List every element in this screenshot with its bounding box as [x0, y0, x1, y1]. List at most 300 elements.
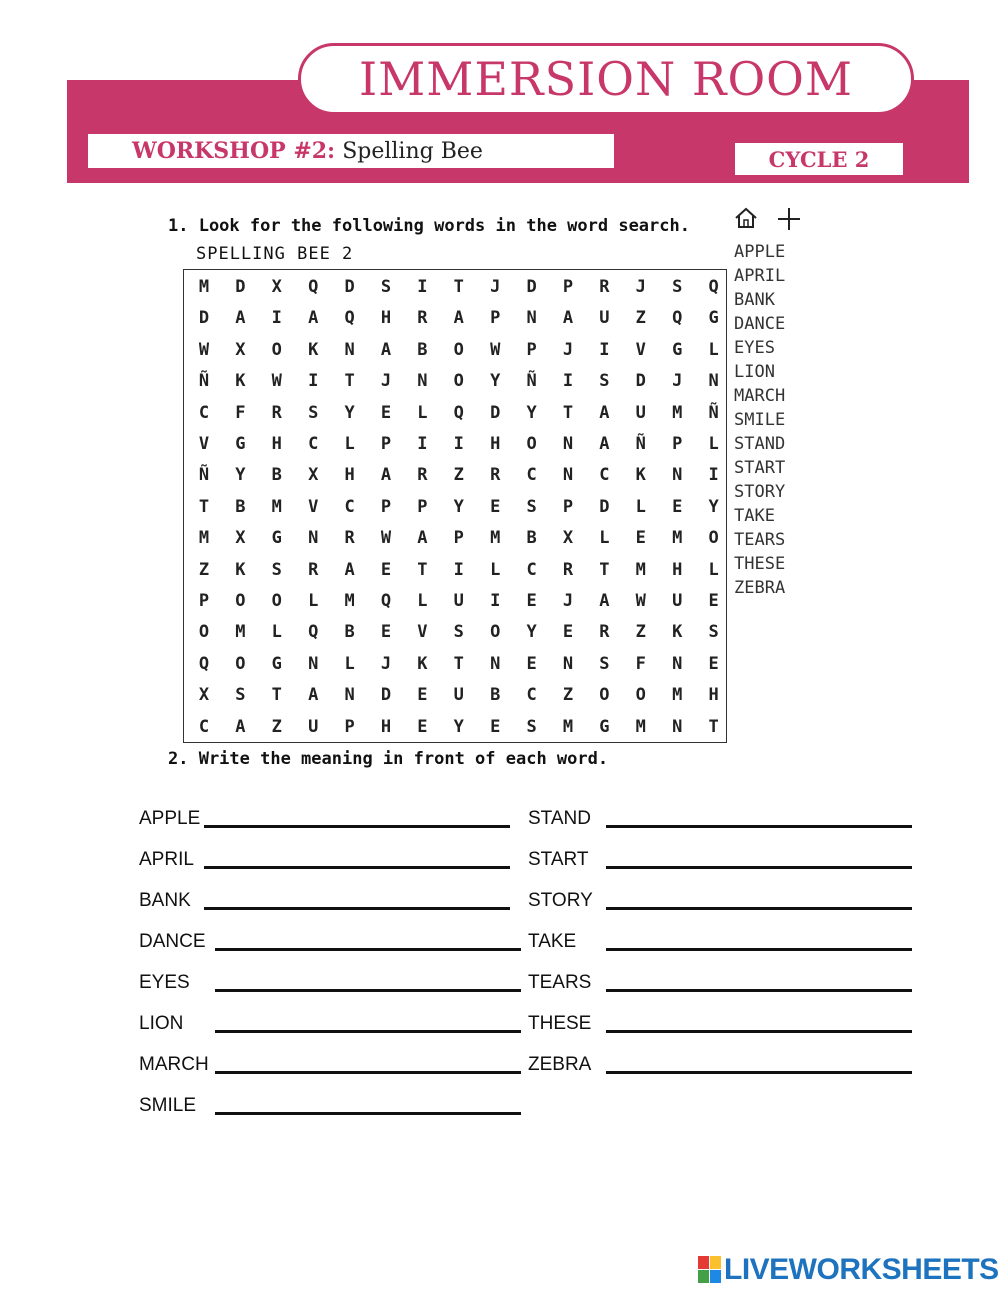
grid-cell[interactable]: C [526, 685, 537, 706]
grid-cell[interactable]: N [672, 465, 683, 486]
grid-cell[interactable]: S [526, 496, 537, 517]
workshop-title: Spelling Bee [342, 138, 483, 164]
grid-cell[interactable]: N [562, 653, 574, 674]
grid-cell[interactable]: N [526, 308, 537, 329]
grid-cell[interactable]: H [672, 559, 683, 580]
meaning-word: STAND [528, 808, 591, 829]
meaning-word: SMILE [139, 1095, 197, 1116]
grid-cell[interactable]: X [562, 528, 574, 549]
grid-cell[interactable]: A [308, 685, 319, 706]
grid-cell[interactable]: A [599, 591, 610, 611]
grid-cell[interactable]: I [599, 339, 610, 360]
grid-cell[interactable]: L [708, 434, 719, 454]
grid-cell[interactable]: M [271, 496, 282, 517]
grid-cell[interactable]: Z [271, 716, 282, 737]
grid-cell[interactable]: E [380, 622, 392, 643]
grid-row [184, 334, 726, 366]
word-list-item: APRIL [734, 266, 786, 286]
grid-cell[interactable]: E [417, 716, 428, 737]
grid-cell[interactable]: L [599, 528, 610, 549]
answer-line[interactable] [606, 948, 912, 951]
grid-cell[interactable]: B [271, 465, 282, 486]
grid-cell[interactable]: E [490, 716, 501, 737]
grid-cell[interactable]: G [708, 308, 719, 329]
grid-cell[interactable]: E [562, 622, 574, 643]
answer-line[interactable] [215, 948, 521, 951]
grid-row [184, 428, 726, 460]
grid-cell[interactable]: Ñ [198, 465, 210, 486]
grid-cell[interactable]: A [308, 308, 319, 329]
answer-line[interactable] [204, 907, 510, 910]
grid-cell[interactable]: T [198, 496, 210, 517]
grid-cell[interactable]: K [235, 371, 246, 392]
grid-cell[interactable]: U [453, 685, 464, 706]
grid-cell[interactable]: R [271, 402, 282, 423]
grid-cell[interactable]: M [635, 559, 646, 580]
grid-cell[interactable]: V [198, 434, 210, 454]
grid-cell[interactable]: T [271, 685, 282, 706]
grid-cell[interactable]: V [635, 339, 646, 360]
workshop-label: WORKSHOP #2: [132, 138, 336, 164]
grid-cell[interactable]: Z [453, 465, 464, 486]
grid-cell[interactable]: M [198, 528, 210, 549]
meaning-word: ZEBRA [528, 1054, 592, 1075]
grid-cell[interactable]: P [672, 434, 683, 454]
grid-cell[interactable]: D [490, 402, 501, 423]
grid-cell[interactable]: P [380, 434, 392, 454]
grid-cell[interactable]: T [599, 559, 610, 580]
grid-cell[interactable]: I [490, 591, 501, 611]
grid-cell[interactable]: X [198, 685, 210, 706]
grid-cell[interactable]: Ñ [198, 371, 210, 392]
grid-cell[interactable]: G [271, 528, 282, 549]
liveworksheets-logo [698, 1253, 999, 1287]
grid-cell[interactable]: N [562, 434, 574, 454]
grid-row [184, 648, 726, 680]
word-list-item: ZEBRA [734, 578, 786, 598]
grid-cell[interactable]: T [453, 653, 464, 674]
word-list-item: STAND [734, 434, 786, 454]
grid-cell[interactable]: O [490, 622, 501, 643]
grid-cell[interactable]: N [344, 339, 355, 360]
grid-cell[interactable]: N [344, 685, 355, 706]
grid-cell[interactable]: J [562, 591, 574, 611]
grid-cell[interactable]: L [344, 434, 355, 454]
grid-cell[interactable]: M [635, 716, 646, 737]
grid-cell[interactable]: J [562, 339, 574, 360]
grid-cell[interactable]: M [235, 622, 246, 643]
grid-cell[interactable]: O [271, 339, 282, 360]
grid-cell[interactable]: Y [490, 371, 501, 392]
home-icon[interactable] [736, 209, 756, 227]
grid-cell[interactable]: M [672, 685, 683, 706]
grid-cell[interactable]: H [271, 434, 282, 454]
meaning-word: DANCE [139, 931, 206, 952]
grid-cell[interactable]: R [417, 308, 428, 329]
word-list-item: LION [734, 362, 775, 382]
grid-cell[interactable]: X [235, 339, 246, 360]
puzzle-title: SPELLING BEE 2 [196, 244, 354, 264]
grid-cell[interactable]: N [308, 528, 319, 549]
grid-cell[interactable]: K [235, 559, 246, 580]
answer-line[interactable] [215, 1071, 521, 1074]
grid-cell[interactable]: E [380, 402, 392, 423]
word-list-item: TAKE [734, 506, 775, 526]
grid-cell[interactable]: C [599, 465, 610, 486]
grid-cell[interactable]: S [271, 559, 282, 580]
meaning-word: MARCH [139, 1054, 209, 1075]
grid-cell[interactable]: V [308, 496, 319, 517]
grid-cell[interactable]: W [198, 339, 210, 360]
grid-cell[interactable]: G [235, 434, 246, 454]
instruction-1: 1. Look for the following words in the word search. [168, 216, 690, 236]
grid-cell[interactable]: M [490, 528, 501, 549]
grid-cell[interactable]: K [417, 653, 428, 674]
grid-cell[interactable]: P [198, 591, 210, 611]
grid-cell[interactable]: Z [635, 622, 646, 643]
grid-cell[interactable]: Y [453, 716, 464, 737]
grid-cell[interactable]: B [344, 622, 355, 643]
grid-cell[interactable]: E [708, 653, 719, 674]
grid-cell[interactable]: Y [344, 402, 355, 423]
answer-line[interactable] [204, 825, 510, 828]
grid-cell[interactable]: P [526, 339, 537, 360]
grid-row [184, 585, 726, 617]
grid-cell[interactable]: A [417, 528, 428, 549]
grid-cell[interactable]: G [271, 653, 282, 674]
grid-cell[interactable]: J [672, 371, 683, 392]
grid-cell[interactable]: H [344, 465, 355, 486]
grid-cell[interactable]: L [271, 622, 282, 643]
answer-line[interactable] [215, 1030, 521, 1033]
word-list-item: BANK [734, 290, 775, 310]
grid-cell[interactable]: I [453, 559, 464, 580]
grid-row [184, 711, 726, 743]
grid-cell[interactable]: H [490, 434, 501, 454]
grid-cell[interactable]: S [235, 685, 246, 706]
grid-cell[interactable]: A [235, 716, 246, 737]
grid-cell[interactable]: N [417, 371, 428, 392]
grid-cell[interactable]: Ñ [708, 402, 719, 423]
word-list-item: APPLE [734, 242, 786, 262]
grid-cell[interactable]: N [672, 716, 683, 737]
grid-cell[interactable]: A [380, 339, 392, 360]
grid-cell[interactable]: F [235, 402, 246, 423]
grid-cell[interactable]: O [453, 371, 464, 392]
grid-cell[interactable]: S [672, 277, 683, 297]
grid-cell[interactable]: A [380, 465, 392, 486]
grid-row [184, 271, 726, 303]
grid-cell[interactable]: B [526, 528, 537, 549]
word-list-item: THESE [734, 554, 786, 574]
grid-row [184, 616, 726, 648]
grid-cell[interactable]: D [526, 277, 537, 297]
grid-cell[interactable]: X [235, 528, 246, 549]
grid-cell[interactable]: J [380, 371, 392, 392]
grid-cell[interactable]: L [708, 339, 719, 360]
brand-text: LIVEWORKSHEETS [724, 1253, 999, 1286]
grid-cell[interactable]: U [599, 308, 610, 329]
grid-cell[interactable]: B [490, 685, 501, 706]
grid-cell[interactable]: U [672, 591, 683, 611]
grid-cell[interactable]: Q [708, 277, 719, 297]
grid-cell[interactable]: X [308, 465, 319, 486]
grid-cell[interactable]: R [344, 528, 355, 549]
grid-cell[interactable]: I [453, 434, 464, 454]
grid-cell[interactable]: O [198, 622, 210, 643]
answer-line[interactable] [204, 866, 510, 869]
word-list-item: TEARS [734, 530, 786, 550]
grid-cell[interactable]: P [380, 496, 392, 517]
grid-row [184, 679, 726, 711]
grid-cell[interactable]: K [672, 622, 683, 643]
grid-cell[interactable]: S [599, 653, 610, 674]
grid-cell[interactable]: Y [708, 496, 719, 517]
grid-cell[interactable]: L [417, 402, 428, 423]
meaning-word: LION [139, 1013, 184, 1034]
grid-row [184, 365, 726, 397]
grid-cell[interactable]: L [417, 591, 428, 611]
grid-cell[interactable]: A [344, 559, 355, 580]
grid-cell[interactable]: M [344, 591, 355, 611]
grid-cell[interactable]: W [635, 591, 646, 611]
meaning-word: TEARS [528, 972, 592, 993]
grid-cell[interactable]: T [562, 402, 574, 423]
grid-cell[interactable]: Q [453, 402, 464, 423]
grid-cell[interactable]: P [562, 277, 574, 297]
grid-cell[interactable]: M [672, 402, 683, 423]
title-pill [298, 43, 914, 115]
word-list-item: START [734, 458, 786, 478]
grid-cell[interactable]: E [417, 685, 428, 706]
grid-cell[interactable]: C [526, 465, 537, 486]
grid-cell[interactable]: S [599, 371, 610, 392]
cycle-badge: CYCLE 2 [735, 143, 903, 175]
grid-cell[interactable]: J [635, 277, 646, 297]
grid-cell[interactable]: O [635, 685, 646, 706]
grid-cell[interactable]: M [198, 277, 210, 297]
grid-cell[interactable]: V [417, 622, 428, 643]
word-list-item: DANCE [734, 314, 786, 334]
grid-cell[interactable]: J [380, 653, 392, 674]
grid-cell[interactable]: K [308, 339, 319, 360]
grid-cell[interactable]: L [490, 559, 501, 580]
grid-cell[interactable]: H [708, 685, 719, 706]
grid-cell[interactable]: Z [635, 308, 646, 329]
grid-cell[interactable]: D [198, 308, 210, 329]
grid-cell[interactable]: I [708, 465, 719, 486]
grid-cell[interactable]: H [380, 716, 392, 737]
page-title: IMMERSION ROOM [358, 52, 853, 106]
grid-cell[interactable]: O [599, 685, 610, 706]
grid-cell[interactable]: O [453, 339, 464, 360]
grid-cell[interactable]: R [490, 465, 501, 486]
grid-cell[interactable]: U [635, 402, 646, 423]
grid-cell[interactable]: S [308, 402, 319, 423]
grid-cell[interactable]: Y [235, 465, 246, 486]
grid-cell[interactable]: Q [198, 653, 210, 674]
meaning-word: APRIL [139, 849, 194, 870]
grid-cell[interactable]: Q [380, 591, 392, 611]
grid-cell[interactable]: U [453, 591, 464, 611]
grid-cell[interactable]: R [308, 559, 319, 580]
grid-cell[interactable]: R [599, 622, 610, 643]
grid-cell[interactable]: E [380, 559, 392, 580]
grid-cell[interactable]: W [271, 371, 282, 392]
grid-cell[interactable]: C [344, 496, 355, 517]
grid-cell[interactable]: N [490, 653, 501, 674]
grid-cell[interactable]: S [708, 622, 719, 643]
grid-cell[interactable]: L [635, 496, 646, 517]
grid-cell[interactable]: P [344, 716, 355, 737]
grid-cell[interactable]: Ñ [635, 434, 646, 454]
grid-cell[interactable]: Q [308, 277, 319, 297]
meaning-word: THESE [528, 1013, 592, 1034]
grid-cell[interactable]: A [453, 308, 464, 329]
grid-cell[interactable]: D [235, 277, 246, 297]
answer-line[interactable] [606, 866, 912, 869]
grid-cell[interactable]: I [417, 434, 428, 454]
grid-cell[interactable]: S [380, 277, 392, 297]
grid-cell[interactable]: D [599, 496, 610, 517]
puzzle-tools [734, 205, 804, 233]
grid-cell[interactable]: D [635, 371, 646, 392]
grid-row [184, 397, 726, 429]
grid-cell[interactable]: E [708, 591, 719, 611]
grid-cell[interactable]: L [708, 559, 719, 580]
grid-cell[interactable]: T [708, 716, 719, 737]
grid-cell[interactable]: O [235, 591, 246, 611]
answer-line[interactable] [215, 1112, 521, 1115]
grid-cell[interactable]: R [417, 465, 428, 486]
answer-line[interactable] [606, 907, 912, 910]
grid-cell[interactable]: E [490, 496, 501, 517]
grid-cell[interactable]: M [672, 528, 683, 549]
grid-cell[interactable]: B [235, 496, 246, 517]
grid-cell[interactable]: N [672, 653, 683, 674]
grid-cell[interactable]: P [562, 496, 574, 517]
grid-cell[interactable]: K [635, 465, 646, 486]
grid-cell[interactable]: Ñ [526, 371, 537, 392]
grid-cell[interactable]: E [526, 653, 537, 674]
grid-cell[interactable]: L [344, 653, 355, 674]
grid-cell[interactable]: A [599, 434, 610, 454]
grid-cell[interactable]: H [380, 308, 392, 329]
grid-cell[interactable]: Q [672, 308, 683, 329]
grid-cell[interactable]: A [599, 402, 610, 423]
word-search-grid[interactable] [183, 269, 727, 743]
grid-cell[interactable]: T [453, 277, 464, 297]
grid-cell[interactable]: J [490, 277, 501, 297]
grid-cell[interactable]: A [562, 308, 574, 329]
word-list-item: EYES [734, 338, 775, 358]
plus-icon[interactable] [778, 208, 800, 230]
grid-cell[interactable]: I [562, 371, 574, 392]
grid-row [184, 491, 726, 523]
grid-cell[interactable]: O [235, 653, 246, 674]
answer-line[interactable] [606, 825, 912, 828]
grid-cell[interactable]: F [635, 653, 646, 674]
grid-cell[interactable]: T [417, 559, 428, 580]
grid-cell[interactable]: Y [526, 622, 537, 643]
logo-blocks-icon [698, 1256, 722, 1284]
grid-cell[interactable]: R [562, 559, 574, 580]
workshop-box [88, 134, 614, 168]
grid-cell[interactable]: U [308, 716, 319, 737]
grid-cell[interactable]: I [271, 308, 282, 329]
grid-cell[interactable]: X [271, 277, 282, 297]
grid-cell[interactable]: M [562, 716, 574, 737]
meaning-word: TAKE [528, 931, 577, 952]
grid-row [184, 554, 726, 586]
word-list [734, 240, 785, 600]
grid-cell[interactable]: G [672, 339, 683, 360]
grid-cell[interactable]: B [417, 339, 428, 360]
grid-cell[interactable]: C [308, 434, 319, 454]
grid-cell[interactable]: E [526, 591, 537, 611]
meaning-word: START [528, 849, 589, 870]
grid-cell[interactable]: P [490, 308, 501, 329]
grid-row [184, 459, 726, 491]
grid-cell[interactable]: I [308, 371, 319, 392]
grid-cell[interactable]: W [380, 528, 392, 549]
grid-cell[interactable]: T [344, 371, 355, 392]
word-list-item: MARCH [734, 386, 786, 406]
instruction-2: 2. Write the meaning in front of each word. [168, 749, 609, 769]
grid-cell[interactable]: D [380, 685, 392, 706]
grid-cell[interactable]: R [599, 277, 610, 297]
grid-row [184, 302, 726, 334]
grid-cell[interactable]: Z [562, 685, 574, 706]
grid-cell[interactable]: A [235, 308, 246, 329]
meaning-word: EYES [139, 972, 190, 993]
grid-cell[interactable]: Q [344, 308, 355, 329]
grid-cell[interactable]: C [198, 402, 210, 423]
answer-line[interactable] [606, 989, 912, 992]
grid-cell[interactable]: P [417, 496, 428, 517]
grid-cell[interactable]: O [526, 434, 537, 454]
grid-cell[interactable]: Q [308, 622, 319, 643]
grid-cell[interactable]: N [562, 465, 574, 486]
grid-cell[interactable]: D [344, 277, 355, 297]
answer-line[interactable] [215, 989, 521, 992]
grid-cell[interactable]: E [635, 528, 646, 549]
grid-row [184, 522, 726, 554]
grid-cell[interactable]: C [526, 559, 537, 580]
answer-line[interactable] [606, 1071, 912, 1074]
grid-cell[interactable]: O [271, 591, 282, 611]
grid-cell[interactable]: N [708, 371, 719, 392]
grid-cell[interactable]: E [672, 496, 683, 517]
grid-cell[interactable]: Z [198, 559, 210, 580]
grid-cell[interactable]: S [453, 622, 464, 643]
grid-cell[interactable]: W [490, 339, 501, 360]
word-list-item: SMILE [734, 410, 786, 430]
grid-cell[interactable]: G [599, 716, 610, 737]
grid-cell[interactable]: S [526, 716, 537, 737]
grid-cell[interactable]: O [708, 528, 719, 549]
word-list-item: STORY [734, 482, 786, 502]
grid-cell[interactable]: Y [526, 402, 537, 423]
grid-cell[interactable]: N [308, 653, 319, 674]
grid-cell[interactable]: C [198, 716, 210, 737]
grid-cell[interactable]: L [308, 591, 319, 611]
meaning-word: STORY [528, 890, 593, 911]
grid-cell[interactable]: P [453, 528, 464, 549]
answer-line[interactable] [606, 1030, 912, 1033]
grid-cell[interactable]: Y [453, 496, 464, 517]
grid-cell[interactable]: I [417, 277, 428, 297]
